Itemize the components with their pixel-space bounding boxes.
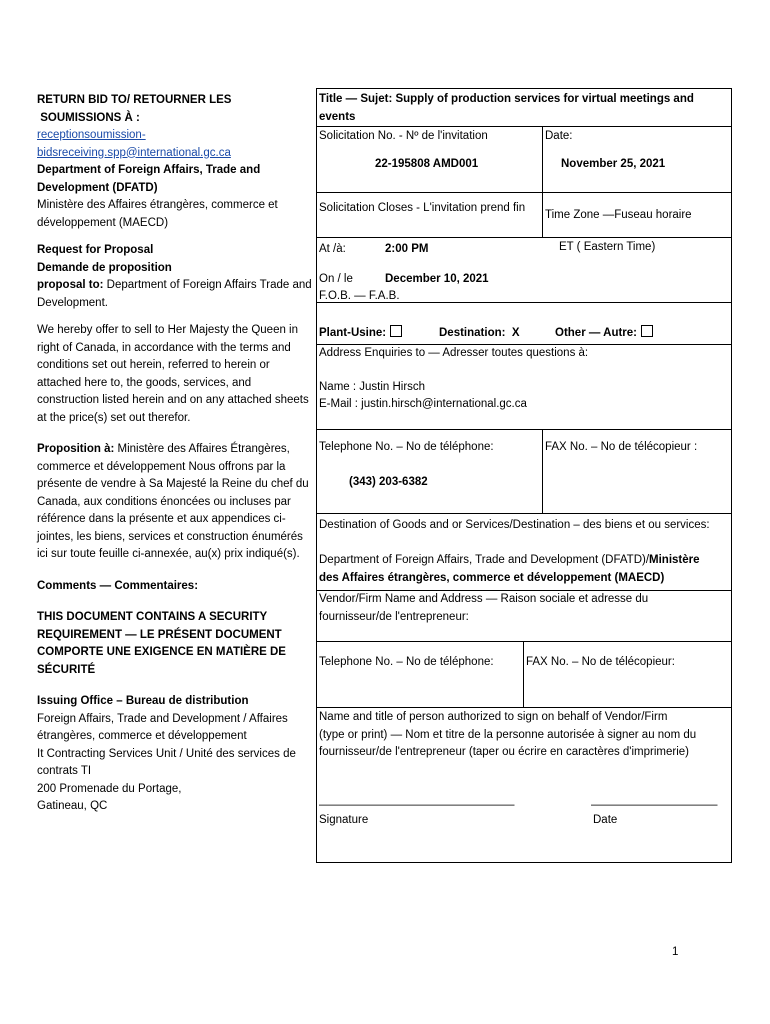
destination-goods-label: Destination of Goods and or Services/Destination – des biens et ou services: <box>319 519 710 531</box>
email-line1: receptionsoumission- <box>37 129 146 141</box>
vendor-line2: fournisseur/de l'entrepreneur: <box>319 610 469 623</box>
department-en: Department of Foreign Affairs, Trade and Development (DFATD) <box>37 164 261 194</box>
solicitation-form <box>316 88 732 863</box>
department-fr: Ministère des Affaires étrangères, commerce et développement (MAECD) <box>37 199 278 229</box>
plant-usine-option <box>319 325 402 343</box>
telephone2-label: Telephone No. – No de téléphone: <box>319 656 494 668</box>
auth-line3: fournisseur/de l'entrepreneur (taper ou écrire en caractères d'imprimerie) <box>319 746 689 758</box>
destination-mark[interactable]: X <box>511 327 520 339</box>
email-line2: bidsreceiving.spp@international.gc.ca <box>37 146 231 159</box>
plant-usine-label: Plant-Usine: <box>319 327 387 339</box>
vendor-label <box>319 591 648 626</box>
destination-label: Destination: <box>439 327 506 339</box>
at-label: At /à: <box>319 243 346 255</box>
telephone-label: Telephone No. – No de téléphone: <box>319 441 494 453</box>
return-bid-line2: SOUMISSIONS À : <box>40 111 140 124</box>
timezone-value: ET ( Eastern Time) <box>559 241 656 253</box>
destination-option <box>439 325 520 343</box>
fob-label: F.O.B. — F.A.B. <box>319 290 400 302</box>
at-time-value: 2:00 PM <box>385 243 429 255</box>
date2-label: Date <box>593 814 618 826</box>
date-label: Date: <box>545 130 573 142</box>
proposal-to-label: proposal to: <box>37 279 104 291</box>
signature-label: Signature <box>319 814 369 826</box>
contact-name: Name : Justin Hirsch <box>319 381 426 393</box>
security-requirement: THIS DOCUMENT CONTAINS A SECURITY REQUIREMENT — LE PRÉSENT DOCUMENT COMPORTE UNE EXIGENCE EN MATIÈRE DE SÉCURITÉ <box>37 611 286 676</box>
auth-line2: (type or print) — Nom et titre de la personne autorisée à signer au nom du <box>319 728 697 741</box>
rfp-en: Request for Proposal <box>37 244 154 256</box>
contact-email: E-Mail : justin.hirsch@international.gc.ca <box>319 398 527 410</box>
title-line1: Title — Sujet: Supply of production services for virtual meetings and <box>319 93 694 105</box>
on-label: On / le <box>319 273 353 285</box>
return-bid-line1: RETURN BID TO/ RETOURNER LES <box>37 94 232 106</box>
destination-department <box>319 552 700 587</box>
fax-label: FAX No. – No de télécopieur : <box>545 441 698 453</box>
plant-usine-checkbox[interactable] <box>390 325 402 337</box>
title-line2: events <box>319 110 356 123</box>
return-bid-heading <box>37 92 312 127</box>
offer-paragraph: We hereby offer to sell to Her Majesty the Queen in right of Canada, in accordance with the terms and conditions set out herein, referred to herein or attached here to, the goods, services, and construction listed herein and on any attached sheets at the price(s) set out therefor. <box>37 324 309 424</box>
other-option <box>555 325 653 343</box>
destination-dept-plain: Department of Foreign Affairs, Trade and Development (DFATD)/ <box>319 554 650 566</box>
rfp-fr: Demande de proposition <box>37 261 172 274</box>
page-number: 1 <box>672 946 679 958</box>
proposition-text: Ministère des Affaires Étrangères, commerce et développement Nous offrons par la présente de vendre à Sa Majesté la Reine du chef du Canada, aux conditions énoncées ou incluses par référence dans la présente et aux appendices ci-jointes, les biens, services et construction énumérés ici sur toute feuille ci-annexée, au(x) prix indiqué(s). <box>37 443 309 560</box>
proposal-to-value: Department of Foreign Affairs Trade and Development. <box>37 279 312 309</box>
timezone-label: Time Zone —Fuseau horaire <box>545 209 692 221</box>
fax2-label: FAX No. – No de télécopieur: <box>526 656 675 668</box>
signature-line[interactable]: ————————————————— <box>319 799 515 811</box>
issuing-dept: Foreign Affairs, Trade and Development / Affaires étrangères, commerce et développement <box>37 712 288 742</box>
address-enquiries-label: Address Enquiries to — Adresser toutes questions à: <box>319 347 589 359</box>
comments-heading: Comments — Commentaires: <box>37 579 199 592</box>
date-line[interactable]: ——————————— <box>591 799 718 811</box>
telephone-value: (343) 203-6382 <box>349 476 428 488</box>
address-line1: 200 Promenade du Portage, <box>37 782 182 795</box>
proposal-to <box>37 277 312 312</box>
issuing-unit: It Contracting Services Unit / Unité des services de contrats TI <box>37 747 296 777</box>
address-line2: Gatineau, QC <box>37 800 108 812</box>
title-field <box>319 91 694 126</box>
left-column <box>37 92 312 816</box>
issuing-office-heading: Issuing Office – Bureau de distribution <box>37 695 249 707</box>
authorized-person-label <box>319 709 696 762</box>
vendor-line1: Vendor/Firm Name and Address — Raison sociale et adresse du <box>319 593 649 605</box>
destination-dept-bold1: Ministère <box>649 554 700 566</box>
on-date-value: December 10, 2021 <box>385 273 489 285</box>
other-label: Other — Autre: <box>555 327 637 339</box>
bids-email-link[interactable] <box>37 129 231 159</box>
solicitation-number-label: Solicitation No. - Nº de l'invitation <box>319 130 488 142</box>
auth-line1: Name and title of person authorized to sign on behalf of Vendor/Firm <box>319 711 668 723</box>
solicitation-number-value: 22-195808 AMD001 <box>375 158 479 170</box>
proposition-paragraph <box>37 441 312 564</box>
destination-dept-bold2: des Affaires étrangères, commerce et développement (MAECD) <box>319 571 665 584</box>
closes-label: Solicitation Closes - L'invitation prend fin <box>319 202 526 214</box>
proposition-label: Proposition à: <box>37 443 115 455</box>
other-checkbox[interactable] <box>641 325 653 337</box>
date-value: November 25, 2021 <box>561 158 666 170</box>
